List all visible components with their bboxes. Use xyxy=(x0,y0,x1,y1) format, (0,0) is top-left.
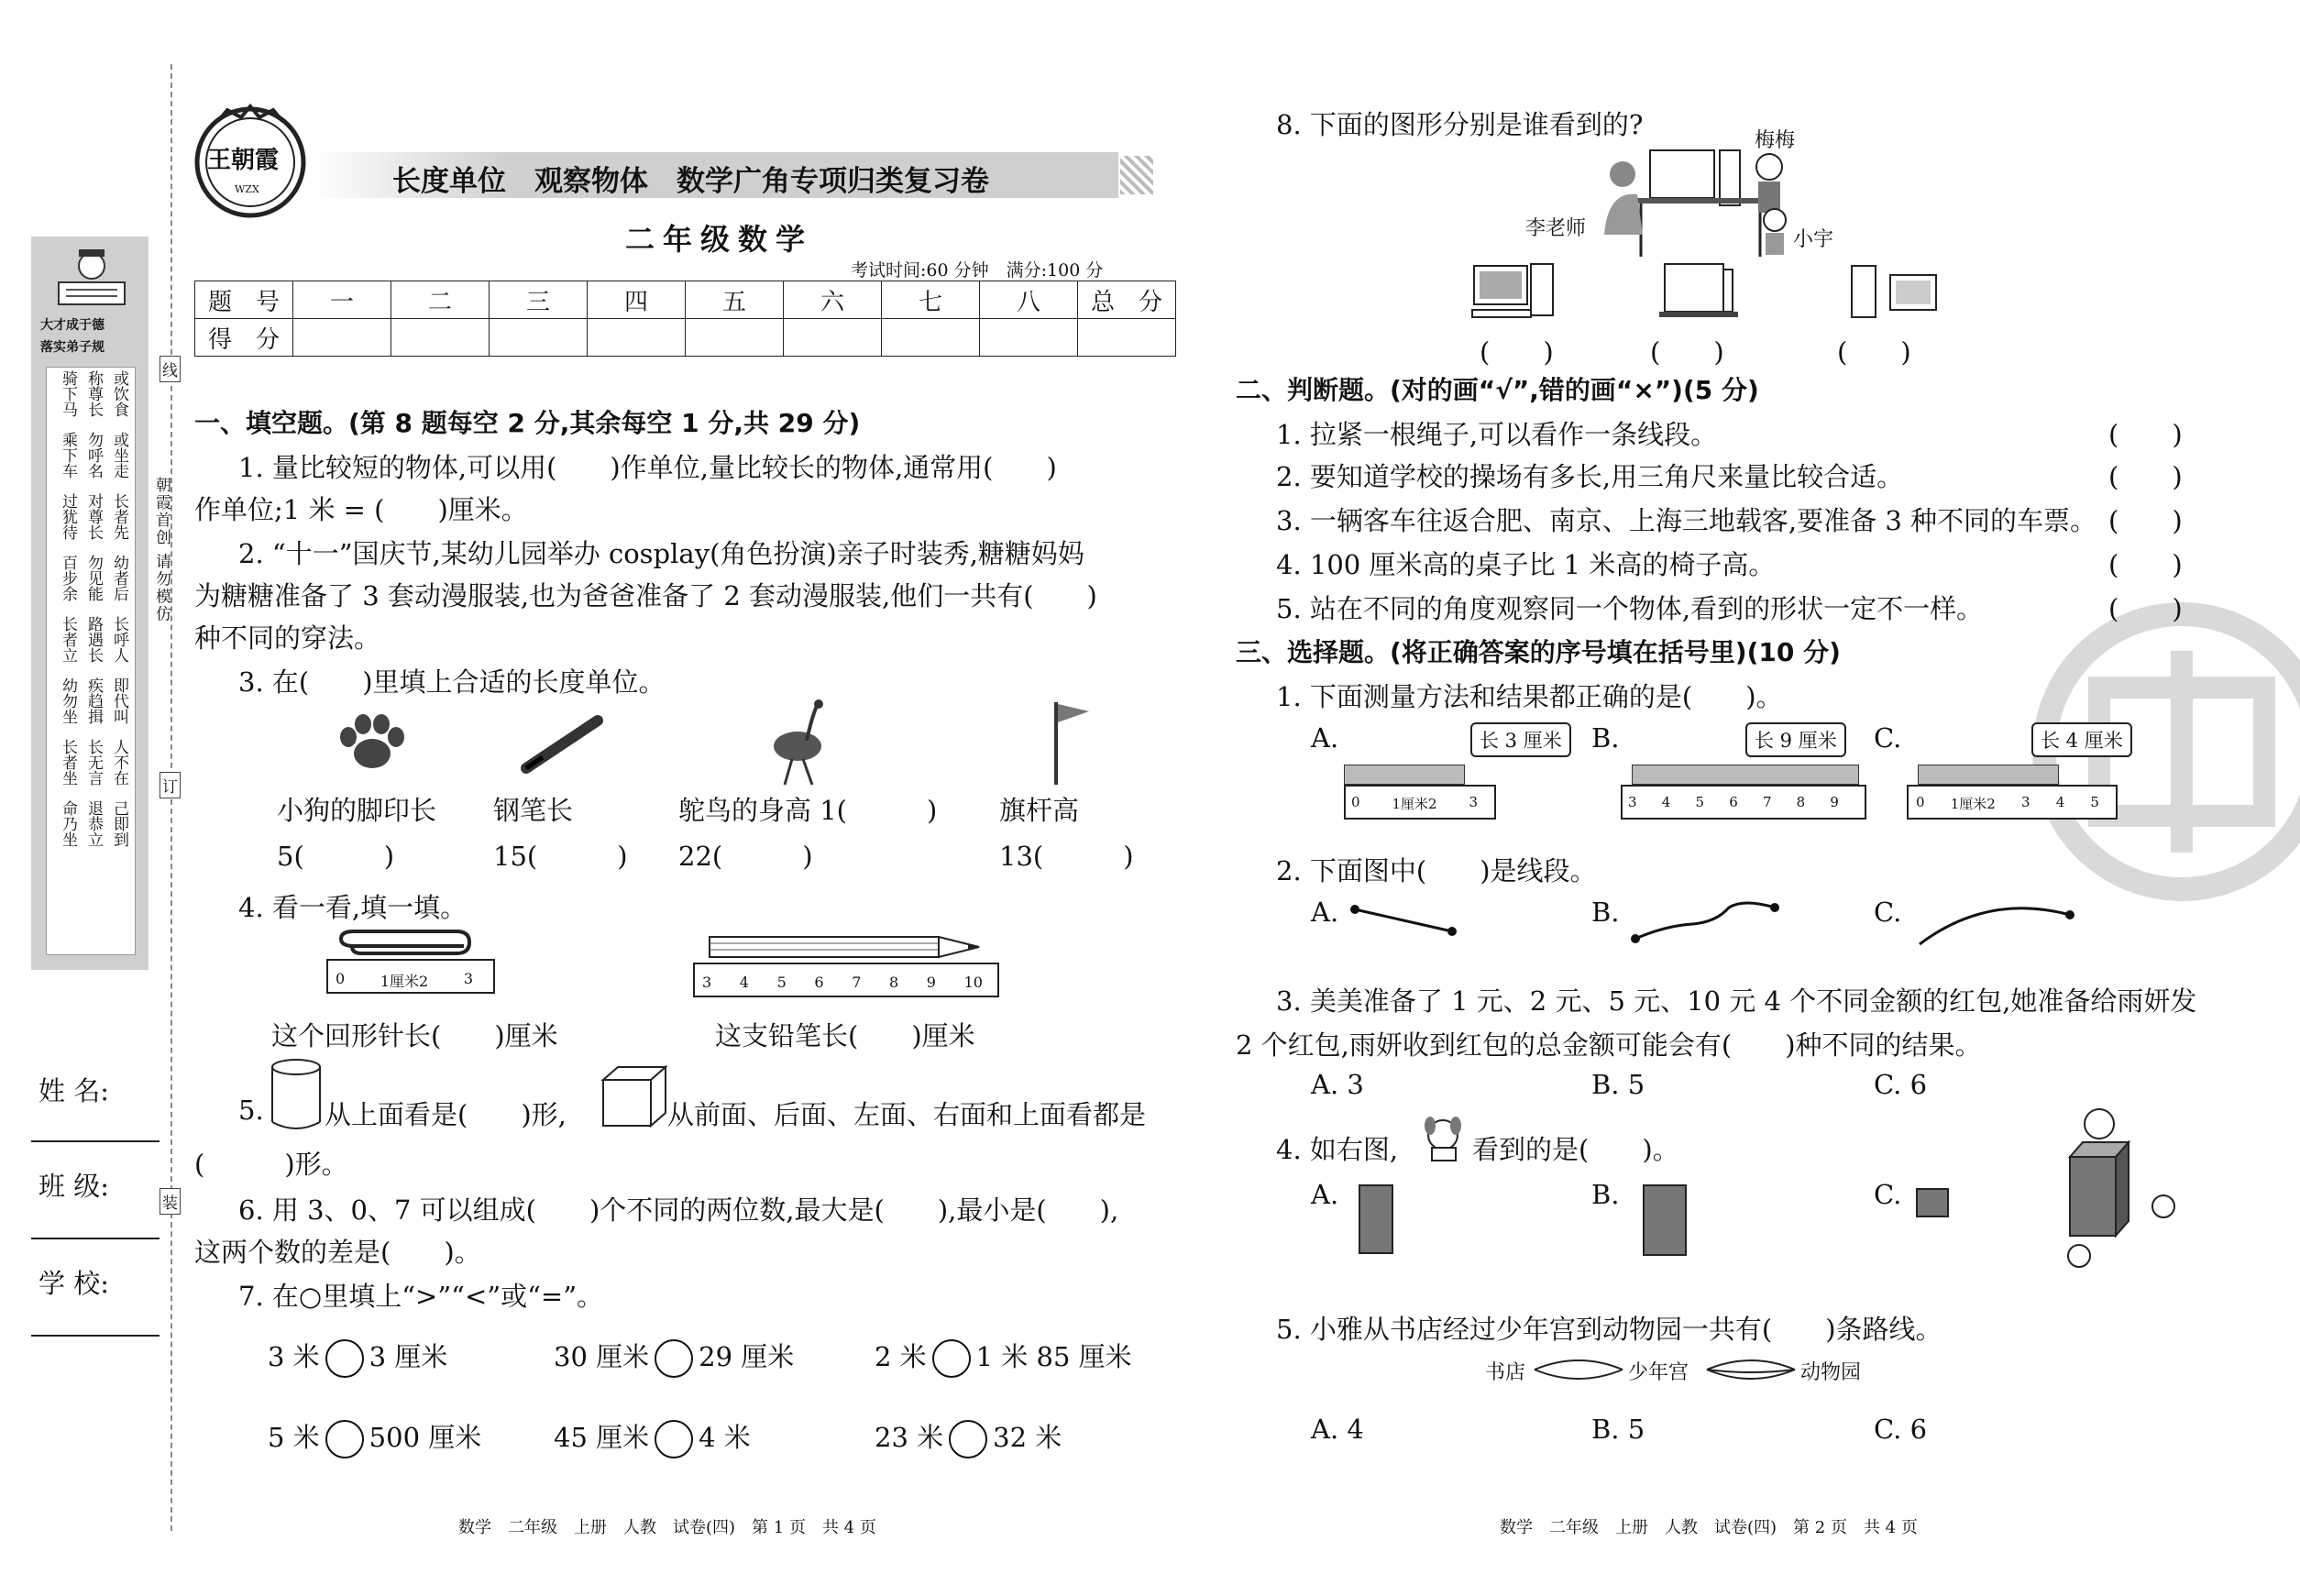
score-cell: 七 xyxy=(882,281,980,319)
route-place-youth-palace: 少年宫 xyxy=(1628,1361,1689,1384)
q4-pencil-blank[interactable]: 这支铅笔长( )厘米 xyxy=(715,1020,975,1051)
q1-line2: 作单位;1 米 = ( )厘米。 xyxy=(194,494,528,525)
view-front-icon xyxy=(1470,262,1562,325)
mc-q4-text-a: 4. 如右图, xyxy=(1276,1134,1399,1165)
banner-dots xyxy=(1120,156,1153,194)
mc-q1-bubble-a: 长 3 厘米 xyxy=(1470,722,1571,757)
ruler-tick-label: 5 xyxy=(1695,794,1705,810)
q3-blank-paw[interactable]: 5( ) xyxy=(277,841,395,872)
section3-heading: 三、选择题。(将正确答案的序号填在括号里)(10 分) xyxy=(1236,637,1841,667)
score-cell: 八 xyxy=(980,281,1078,319)
ruler-tick-label: 5 xyxy=(776,974,787,991)
cylinder-icon xyxy=(270,1058,323,1135)
poem-column: 长无言 xyxy=(84,739,103,786)
mc-q3-line1: 3. 美美准备了 1 元、2 元、5 元、10 元 4 个不同金额的红包,她准备给雨妍发 xyxy=(1276,985,2197,1017)
compare-circle[interactable] xyxy=(325,1339,364,1378)
pen-icon xyxy=(519,711,611,779)
q4-clip-blank[interactable]: 这个回形针长( )厘米 xyxy=(271,1020,558,1051)
score-input-cell[interactable] xyxy=(1078,319,1176,357)
ruler-tick-label: 0 xyxy=(1351,794,1360,810)
ruler-tick-label: 6 xyxy=(1729,794,1738,810)
mc-q3-option-c[interactable]: C. 6 xyxy=(1874,1069,1928,1100)
motto-line-2: 落实弟子规 xyxy=(40,340,105,355)
poem-column: 长者先 xyxy=(110,493,128,540)
q8-name-xiaoyu: 小宇 xyxy=(1793,228,1834,251)
mc-q1-block-b xyxy=(1632,765,1859,785)
cube-icon xyxy=(601,1065,667,1131)
mc-q2-option-b[interactable]: B. xyxy=(1591,897,1620,928)
ruler-tick-label: 4 xyxy=(1661,794,1671,810)
compare-left: 3 米 xyxy=(268,1341,320,1372)
poem-column: 命乃坐 xyxy=(59,800,77,847)
q7-text: 7. 在○里填上“>”“<”或“=”。 xyxy=(238,1281,604,1312)
poem-column: 百步余 xyxy=(59,555,77,601)
q6-line1: 6. 用 3、0、7 可以组成( )个不同的两位数,最大是( ),最小是( ), xyxy=(238,1194,1119,1226)
compare-circle[interactable] xyxy=(932,1339,971,1378)
name-label: 姓 名: xyxy=(39,1075,109,1106)
compare-left: 2 米 xyxy=(875,1341,927,1372)
score-input-cell[interactable] xyxy=(882,319,980,357)
ruler-tick-label: 1厘米2 xyxy=(1950,796,1996,812)
ruler-tick-label: 0 xyxy=(1916,794,1925,810)
mc-q1-ticks-a xyxy=(1351,794,1478,813)
score-input-cell[interactable] xyxy=(980,319,1078,357)
q5-number: 5. xyxy=(238,1095,264,1126)
poem-column: 即代叫 xyxy=(110,677,128,724)
cabinet-scene-icon xyxy=(2046,1106,2193,1283)
score-table xyxy=(194,281,1176,357)
compare-circle[interactable] xyxy=(325,1420,364,1458)
tf-blank-1[interactable]: ( ) xyxy=(2108,419,2183,450)
cut-label-1: 线 xyxy=(160,356,181,382)
score-table-header-row xyxy=(195,281,1176,319)
q8-blank-3[interactable]: ( ) xyxy=(1837,336,1911,368)
mc-q5-option-c[interactable]: C. 6 xyxy=(1874,1414,1928,1445)
poem-column: 称尊长 xyxy=(84,370,103,417)
mc-q5-option-b[interactable]: B. 5 xyxy=(1591,1414,1645,1445)
tf-item-5: 5. 站在不同的角度观察同一个物体,看到的形状一定不一样。 xyxy=(1276,593,1984,624)
route-diagram xyxy=(1485,1353,1870,1386)
mc-q3-option-a[interactable]: A. 3 xyxy=(1311,1069,1364,1100)
poem-column: 勿呼名 xyxy=(84,432,103,479)
compare-right: 1 米 85 厘米 xyxy=(975,1341,1132,1372)
poem-column: 过犹待 xyxy=(59,493,77,540)
compare-right: 3 厘米 xyxy=(369,1341,448,1372)
poem-column: 己即到 xyxy=(110,800,128,847)
route-arcs-2-icon xyxy=(1705,1357,1797,1382)
poem-column: 骑下马 xyxy=(59,370,77,417)
score-cell: 题 号 xyxy=(195,281,293,319)
ruler-tick-label: 4 xyxy=(2055,794,2065,810)
poem-column: 路遇长 xyxy=(84,616,103,663)
ruler-long-ticks xyxy=(702,974,983,991)
route-place-zoo: 动物园 xyxy=(1800,1361,1862,1384)
mc-q1-option-b[interactable]: B. xyxy=(1591,722,1620,754)
exam-info: 考试时间:60 分钟 满分:100 分 xyxy=(851,260,1104,281)
poem-column: 或饮食 xyxy=(110,370,128,417)
compare-right: 4 米 xyxy=(699,1422,751,1453)
school-field-line[interactable] xyxy=(31,1335,160,1337)
motto-line-1: 大才成于德 xyxy=(40,318,105,333)
view-small-square xyxy=(1916,1188,1949,1217)
curved-line-icon xyxy=(1914,902,2079,952)
ruler-tick-label: 7 xyxy=(852,974,862,991)
ruler-tick-label: 8 xyxy=(1796,794,1806,810)
tf-item-2: 2. 要知道学校的操场有多长,用三角尺来量比较合适。 xyxy=(1276,461,1904,492)
q3-text: 3. 在( )里填上合适的长度单位。 xyxy=(238,666,666,698)
mc-q1-bubble-b: 长 9 厘米 xyxy=(1745,722,1846,757)
score-input-cell[interactable] xyxy=(391,319,490,357)
cut-label-2: 订 xyxy=(160,772,181,798)
score-cell: 三 xyxy=(490,281,588,319)
compare-item xyxy=(268,1417,481,1458)
wavy-line-icon xyxy=(1628,898,1784,948)
compare-right: 29 厘米 xyxy=(699,1341,795,1372)
exam-title: 长度单位 观察物体 数学广角专项归类复习卷 xyxy=(392,165,989,198)
poem-column: 幼者后 xyxy=(110,555,128,601)
poem-columns xyxy=(51,370,132,847)
school-label: 学 校: xyxy=(39,1268,109,1299)
q3-label-paw: 小狗的脚印长 xyxy=(277,795,437,826)
ruler-tick-label: 6 xyxy=(814,974,824,991)
score-input-cell[interactable] xyxy=(490,319,588,357)
q2-line1: 2. “十一”国庆节,某幼儿园举办 cosplay(角色扮演)亲子时装秀,糖糖妈妈 xyxy=(238,538,1084,569)
score-cell: 二 xyxy=(391,281,490,319)
pencil-icon xyxy=(708,931,983,966)
tf-item-4: 4. 100 厘米高的桌子比 1 米高的椅子高。 xyxy=(1276,549,1776,580)
footer-right: 数学 二年级 上册 人教 试卷(四) 第 2 页 共 4 页 xyxy=(1500,1518,1918,1537)
tf-blank-2[interactable]: ( ) xyxy=(2108,461,2183,492)
ruler-tick-label: 7 xyxy=(1762,794,1772,810)
compare-left: 30 厘米 xyxy=(554,1341,650,1372)
section1-heading: 一、填空题。(第 8 题每空 2 分,其余每空 1 分,共 29 分) xyxy=(194,408,861,438)
mc-q1-option-c[interactable]: C. xyxy=(1874,722,1902,754)
ruler-tick-label: 3 xyxy=(1469,794,1478,810)
name-field-line[interactable] xyxy=(31,1140,160,1142)
score-cell: 五 xyxy=(686,281,784,319)
poem-column: 长者立 xyxy=(59,616,77,663)
ruler-tick-label: 10 xyxy=(963,974,983,991)
class-label: 班 级: xyxy=(39,1171,109,1202)
score-table-score-row xyxy=(195,319,1176,357)
mc-q1-text: 1. 下面测量方法和结果都正确的是( )。 xyxy=(1276,681,1783,712)
mc-q4-option-a[interactable]: A. xyxy=(1311,1179,1339,1210)
footer-left: 数学 二年级 上册 人教 试卷(四) 第 1 页 共 4 页 xyxy=(458,1518,876,1537)
view-tall-rect-handle xyxy=(1643,1184,1687,1256)
route-place-bookstore: 书店 xyxy=(1485,1361,1526,1384)
q4-text: 4. 看一看,填一填。 xyxy=(238,892,468,923)
straight-segment-icon xyxy=(1349,902,1459,942)
poem-column: 退恭立 xyxy=(84,800,103,847)
q8-text: 8. 下面的图形分别是谁看到的? xyxy=(1276,109,1644,140)
scholar-icon xyxy=(51,246,132,314)
score-cell: 总 分 xyxy=(1078,281,1176,319)
tf-item-3: 3. 一辆客车往返合肥、南京、上海三地载客,要准备 3 种不同的车票。 xyxy=(1276,505,2096,536)
mc-q4-text-b: 看到的是( )。 xyxy=(1472,1134,1679,1165)
mc-q1-bubble-c: 长 4 厘米 xyxy=(2031,722,2132,757)
poem-column: 疾趋揖 xyxy=(84,677,103,724)
exam-subtitle: 二年级数学 xyxy=(625,222,814,257)
ruler-tick-label: 9 xyxy=(1830,794,1839,810)
compare-left: 5 米 xyxy=(268,1422,320,1453)
logo-text: 王朝霞 xyxy=(207,147,280,174)
q8-blank-2[interactable]: ( ) xyxy=(1650,336,1724,368)
poem-column: 人不在 xyxy=(110,739,128,786)
ruler-tick-label: 9 xyxy=(926,974,936,991)
cut-label-3: 装 xyxy=(160,1188,181,1215)
mc-q1-ticks-b xyxy=(1628,794,1839,810)
q2-line2: 为糖糖准备了 3 套动漫服装,也为爸爸准备了 2 套动漫服装,他们一共有( ) xyxy=(194,580,1097,611)
score-row-label: 得 分 xyxy=(195,319,293,357)
score-cell: 四 xyxy=(588,281,686,319)
section2-heading: 二、判断题。(对的画“√”,错的画“×”)(5 分) xyxy=(1236,375,1759,405)
compare-item xyxy=(554,1337,794,1378)
score-input-cell[interactable] xyxy=(686,319,784,357)
children-icon xyxy=(1742,147,1797,260)
mc-q1-block-c xyxy=(1918,765,2059,785)
compare-left: 45 厘米 xyxy=(554,1422,650,1453)
ruler-small-ticks xyxy=(336,970,473,991)
poem-column: 长呼人 xyxy=(110,616,128,663)
compare-circle[interactable] xyxy=(655,1420,693,1458)
ruler-tick-label: 1厘米2 xyxy=(1392,796,1437,812)
poem-column: 幼勿坐 xyxy=(59,677,77,724)
mc-q4-option-b[interactable]: B. xyxy=(1591,1179,1620,1210)
compare-circle[interactable] xyxy=(949,1420,987,1458)
q3-label-pen: 钢笔长 xyxy=(493,795,574,826)
q6-line2: 这两个数的差是( )。 xyxy=(194,1237,481,1268)
mc-q5-text: 5. 小雅从书店经过少年宫到动物园一共有( )条路线。 xyxy=(1276,1314,1942,1345)
route-arcs-1-icon xyxy=(1533,1357,1624,1382)
mc-q5-option-a[interactable]: A. 4 xyxy=(1311,1414,1364,1445)
mc-q2-option-a[interactable]: A. xyxy=(1311,897,1339,928)
score-cell: 一 xyxy=(293,281,391,319)
view-side-icon xyxy=(1850,262,1942,325)
poem-column: 长者坐 xyxy=(59,739,77,786)
q8-name-meimei: 梅梅 xyxy=(1755,129,1796,152)
q1-line1: 1. 量比较短的物体,可以用( )作单位,量比较长的物体,通常用( ) xyxy=(238,452,1057,483)
view-back-icon xyxy=(1656,262,1747,325)
ruler-tick-label: 3 xyxy=(2020,794,2030,810)
q2-line3: 种不同的穿法。 xyxy=(194,622,381,654)
mc-q1-block-a xyxy=(1344,765,1465,785)
ruler-tick-label: 1厘米2 xyxy=(380,973,429,990)
mc-q1-ticks-c xyxy=(1916,794,2099,813)
ruler-tick-label: 5 xyxy=(2090,794,2099,810)
mc-q1-option-a[interactable]: A. xyxy=(1311,722,1339,754)
ruler-tick-label: 3 xyxy=(1628,794,1637,810)
q5-text-b: 从上面看是( )形, xyxy=(325,1099,567,1130)
score-input-cell[interactable] xyxy=(588,319,686,357)
compare-item xyxy=(875,1337,1132,1378)
ruler-tick-label: 3 xyxy=(702,974,712,991)
ruler-tick-label: 3 xyxy=(463,970,473,987)
side-note: 朝霞首创 请勿模仿 xyxy=(152,477,171,623)
dog-icon xyxy=(1419,1115,1469,1168)
poem-column: 对尊长 xyxy=(84,493,103,540)
logo-subtext: WZX xyxy=(235,183,259,195)
poem-column: 勿见能 xyxy=(84,555,103,601)
poem-column: 或坐走 xyxy=(110,432,128,479)
compare-circle[interactable] xyxy=(655,1339,693,1378)
paw-print-icon xyxy=(336,713,409,777)
poem-column: 乘下车 xyxy=(59,432,77,479)
tf-blank-4[interactable]: ( ) xyxy=(2108,549,2183,580)
compare-item xyxy=(875,1417,1062,1458)
flagpole-icon xyxy=(1045,699,1100,790)
q5-text-d: ( )形。 xyxy=(194,1149,348,1180)
mc-q3-line2: 2 个红包,雨妍收到红包的总金额可能会有( )种不同的结果。 xyxy=(1236,1029,1982,1061)
ostrich-icon xyxy=(761,697,843,792)
tf-blank-3[interactable]: ( ) xyxy=(2108,505,2183,536)
q8-name-teacher: 李老师 xyxy=(1525,217,1587,240)
compare-item xyxy=(554,1417,751,1458)
class-field-line[interactable] xyxy=(31,1238,160,1239)
q5-text-c: 从前面、后面、左面、右面和上面看都是 xyxy=(667,1099,1147,1130)
ruler-tick-label: 0 xyxy=(336,970,346,987)
view-tall-rect xyxy=(1359,1184,1393,1254)
tf-blank-5[interactable]: ( ) xyxy=(2108,593,2183,624)
tf-item-1: 1. 拉紧一根绳子,可以看作一条线段。 xyxy=(1276,419,1718,450)
q3-blank-pen[interactable]: 15( ) xyxy=(493,841,628,872)
mc-q2-text: 2. 下面图中( )是线段。 xyxy=(1276,855,1597,886)
mc-q3-option-b[interactable]: B. 5 xyxy=(1591,1069,1645,1100)
score-input-cell[interactable] xyxy=(293,319,391,357)
score-input-cell[interactable] xyxy=(784,319,882,357)
q3-blank-flagpole[interactable]: 13( ) xyxy=(999,841,1134,872)
q8-blank-1[interactable]: ( ) xyxy=(1480,336,1554,368)
compare-right: 32 米 xyxy=(993,1422,1062,1453)
mc-q4-option-c[interactable]: C. xyxy=(1874,1179,1902,1210)
q3-label-ostrich: 鸵鸟的身高 1( ) xyxy=(678,795,938,826)
score-cell: 六 xyxy=(784,281,882,319)
mc-q2-option-c[interactable]: C. xyxy=(1874,897,1902,928)
q3-blank-ostrich[interactable]: 22( ) xyxy=(678,841,813,872)
ruler-tick-label: 8 xyxy=(888,974,899,991)
q3-label-flagpole: 旗杆高 xyxy=(999,795,1080,826)
ruler-tick-label: 4 xyxy=(739,974,749,991)
compare-item xyxy=(268,1337,447,1378)
compare-right: 500 厘米 xyxy=(369,1422,482,1453)
compare-left: 23 米 xyxy=(875,1422,944,1453)
